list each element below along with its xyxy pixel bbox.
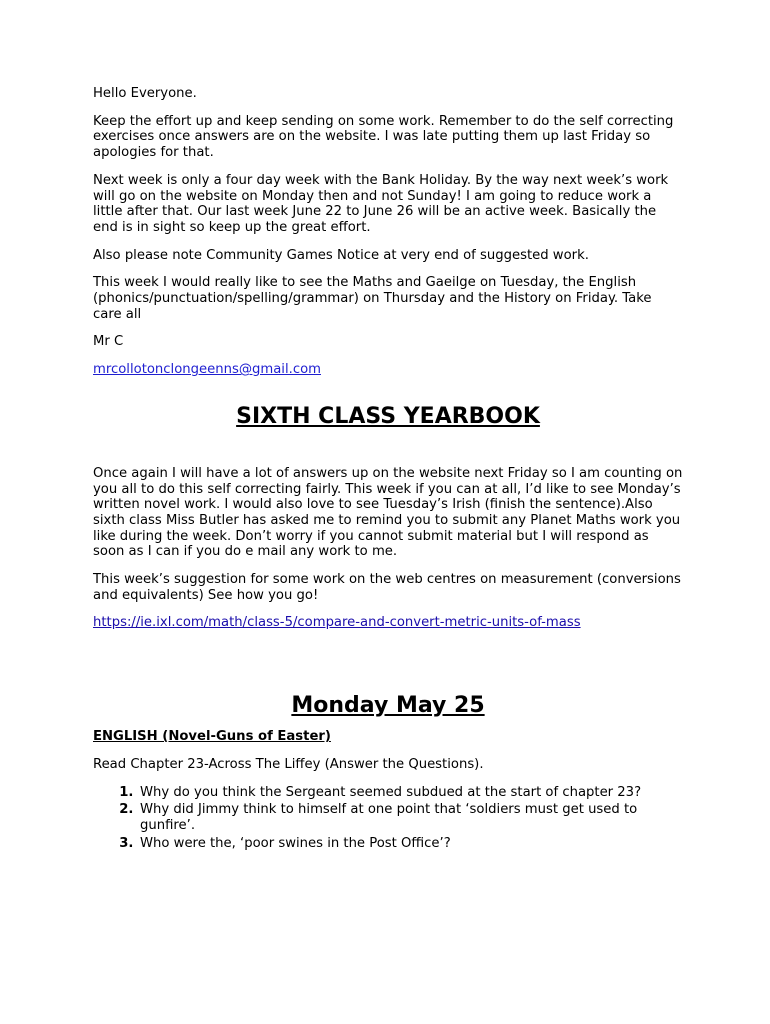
- reading-instruction: Read Chapter 23-Across The Liffey (Answer the Questions).: [93, 756, 484, 772]
- yearbook-paragraph-measurement: This week’s suggestion for some work on the web centres on measurement (conversions and equivalents) See how you go!: [93, 572, 681, 603]
- paragraph-self-correcting: Keep the effort up and keep sending on some work. Remember to do the self correcting exercises once answers are on the website. I was late putting them up last Friday so apologies for that.: [93, 113, 674, 161]
- paragraph-bank-holiday: Next week is only a four day week with the Bank Holiday. By the way next week’s work will go on the website on Monday then and not Sunday! I am going to reduce work a little after that. Our last week June 22 to June 26 will be an active week. Basically the end is in sight so keep up the great effort.: [93, 172, 669, 235]
- email-line: [93, 362, 683, 378]
- document-page: [93, 86, 683, 853]
- question-item: 2. Why did Jimmy think to himself at one point that ‘soldiers must get used to gunfire’.: [138, 802, 683, 833]
- monday-heading: Monday May 25: [291, 693, 485, 719]
- yearbook-paragraph-answers: Once again I will have a lot of answers up on the website next Friday so I am counting on you all to do this self correcting fairly. This week if you can at all, I’d like to see Monday’s written novel work. I would also love to see Tuesday’s Irish (finish the sentence).Also sixth class Miss Butler has asked me to remind you to submit any Planet Maths work you like during the week. Don’t worry if you cannot submit material but I will respond as soon as I can if you do e mail any work to me.: [93, 465, 683, 560]
- ixl-link[interactable]: https://ie.ixl.com/math/class-5/compare-and-convert-metric-units-of-mass: [93, 615, 581, 631]
- question-item: 1. Why do you think the Sergeant seemed subdued at the start of chapter 23?: [138, 785, 683, 801]
- ixl-link-line: [93, 615, 683, 631]
- greeting: Hello Everyone.: [93, 86, 197, 101]
- paragraph-community-games: Also please note Community Games Notice at very end of suggested work.: [93, 247, 589, 263]
- email-link[interactable]: mrcollotonclongeenns@gmail.com: [93, 362, 321, 378]
- signature: Mr C: [93, 334, 124, 350]
- question-list: [93, 785, 683, 852]
- english-section-label: ENGLISH (Novel-Guns of Easter): [93, 729, 331, 745]
- paragraph-weekly-request: This week I would really like to see the Maths and Gaeilge on Tuesday, the English (phonics/punctuation/spelling/grammar) on Thursday and the History on Friday. Take care all: [93, 275, 652, 322]
- question-item: 3. Who were the, ‘poor swines in the Post Office’?: [138, 836, 683, 852]
- yearbook-heading: SIXTH CLASS YEARBOOK: [236, 403, 540, 429]
